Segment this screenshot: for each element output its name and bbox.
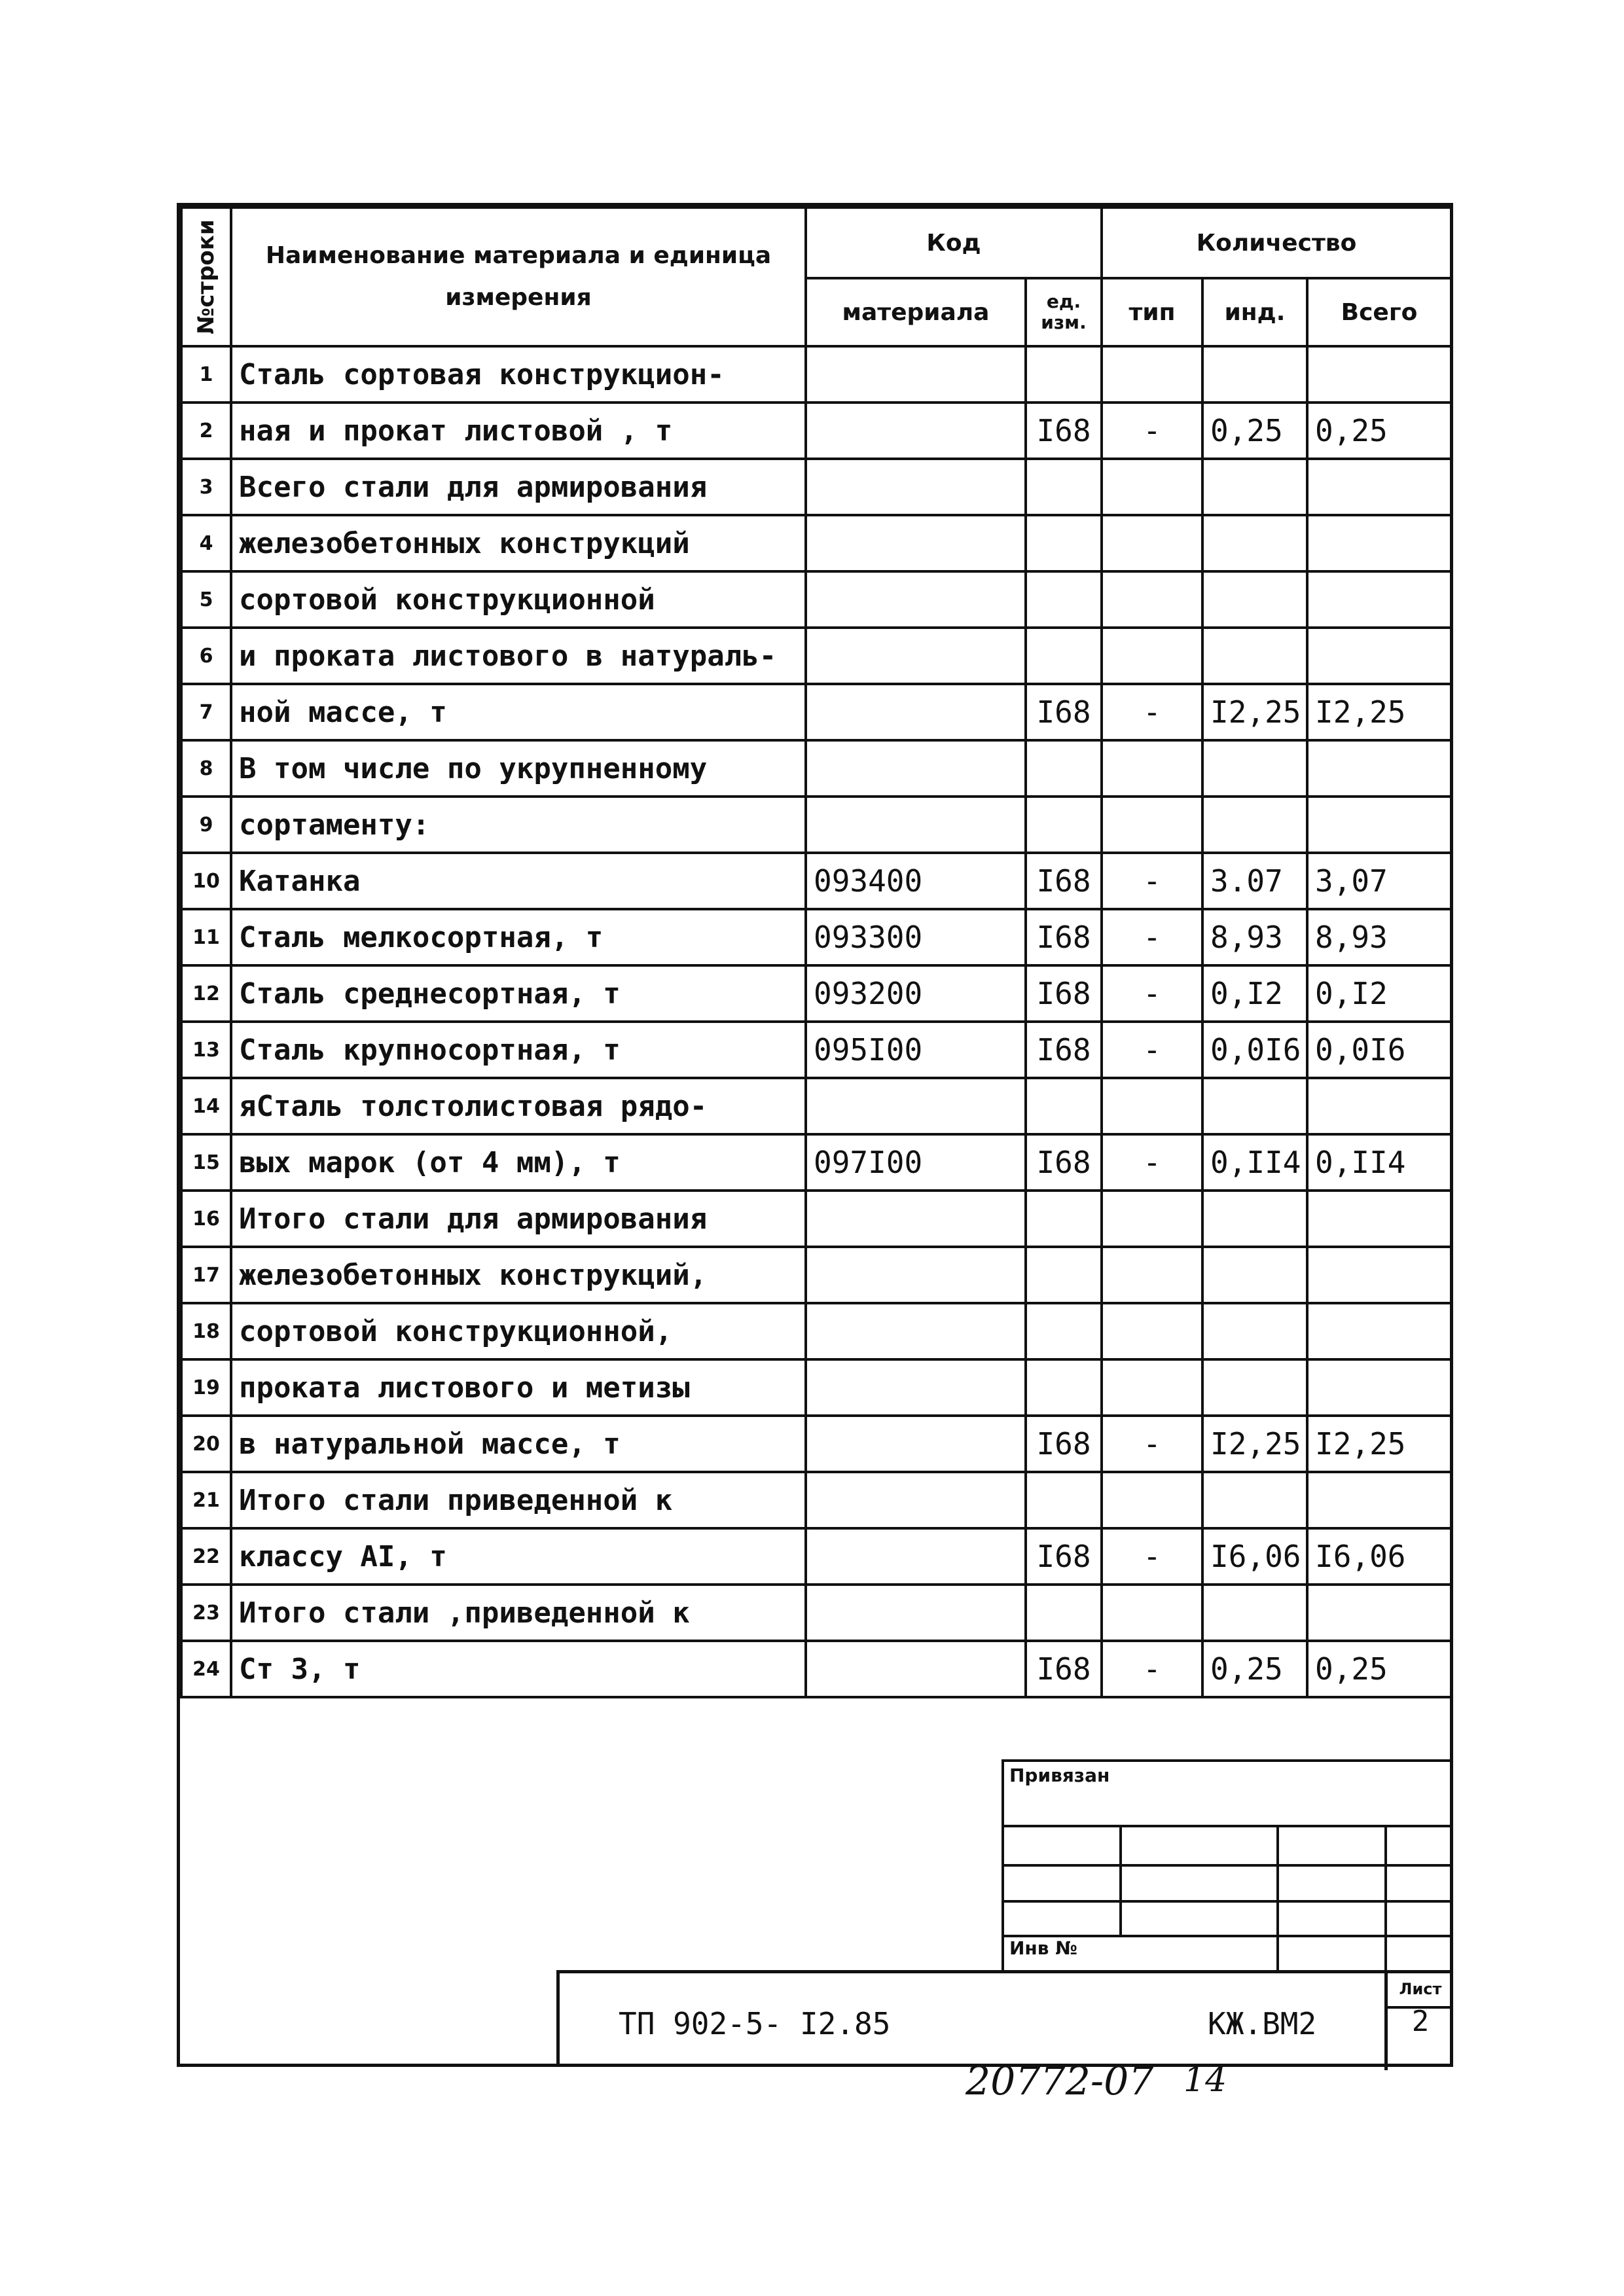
material-code-cell: 095I00 [806, 1022, 1026, 1078]
table-row [181, 459, 1451, 515]
qty-total-cell [1307, 740, 1451, 797]
document-mark: КЖ.ВМ2 [1208, 2006, 1317, 2041]
qty-ind-cell [1202, 515, 1307, 571]
material-code-cell: 093200 [806, 965, 1026, 1022]
qty-ind-cell [1202, 1191, 1307, 1247]
row-number-cell: 7 [181, 684, 231, 740]
table-row [181, 1528, 1451, 1585]
archive-number: 20772-07 [965, 2058, 1154, 2104]
qty-type-cell [1102, 1078, 1202, 1134]
qty-total-cell: 8,93 [1307, 909, 1451, 965]
material-name-cell: проката листового и метизы [231, 1359, 806, 1416]
table-row [181, 1585, 1451, 1641]
qty-type-cell [1102, 515, 1202, 571]
table-row [181, 853, 1451, 909]
row-number-cell: 18 [181, 1303, 231, 1359]
qty-total-cell [1307, 1585, 1451, 1641]
unit-code-cell [1026, 1585, 1102, 1641]
table-row [181, 1191, 1451, 1247]
qty-ind-cell: I6,06 [1202, 1528, 1307, 1585]
page-number: 14 [1183, 2060, 1227, 2100]
row-number-cell: 2 [181, 403, 231, 459]
row-number-cell: 23 [181, 1585, 231, 1641]
table-body [181, 346, 1451, 1697]
header-material-name: Наименование материала и единица измерения [231, 207, 806, 346]
material-code-cell [806, 1416, 1026, 1472]
qty-total-cell: 0,25 [1307, 1641, 1451, 1697]
unit-code-cell [1026, 797, 1102, 853]
qty-type-cell: - [1102, 853, 1202, 909]
qty-total-cell: 0,25 [1307, 403, 1451, 459]
qty-ind-cell: 0,0I6 [1202, 1022, 1307, 1078]
row-number-cell: 17 [181, 1247, 231, 1303]
qty-ind-cell [1202, 740, 1307, 797]
qty-total-cell: 0,II4 [1307, 1134, 1451, 1191]
qty-total-cell: I6,06 [1307, 1528, 1451, 1585]
qty-ind-cell: 8,93 [1202, 909, 1307, 965]
qty-ind-cell [1202, 1078, 1307, 1134]
qty-total-cell: I2,25 [1307, 1416, 1451, 1472]
qty-ind-cell [1202, 628, 1307, 684]
row-number-cell: 6 [181, 628, 231, 684]
inventory-number-label: Инв № [1009, 1937, 1077, 1959]
material-code-cell: 093300 [806, 909, 1026, 965]
qty-type-cell: - [1102, 965, 1202, 1022]
header-code-material: материала [806, 278, 1026, 346]
material-name-cell: в натуральной массе, т [231, 1416, 806, 1472]
unit-code-cell: I68 [1026, 1641, 1102, 1697]
row-number-cell: 3 [181, 459, 231, 515]
material-name-cell: и проката листового в натураль- [231, 628, 806, 684]
unit-code-cell [1026, 628, 1102, 684]
material-name-cell: Катанка [231, 853, 806, 909]
table-row [181, 515, 1451, 571]
qty-type-cell [1102, 1472, 1202, 1528]
material-name-cell: классу АI, т [231, 1528, 806, 1585]
material-name-cell: Сталь сортовая конструкцион- [231, 346, 806, 403]
qty-ind-cell [1202, 1303, 1307, 1359]
material-code-cell: 093400 [806, 853, 1026, 909]
material-code-cell [806, 684, 1026, 740]
material-name-cell: В том числе по укрупненному [231, 740, 806, 797]
qty-type-cell [1102, 571, 1202, 628]
material-code-cell [806, 1078, 1026, 1134]
qty-total-cell [1307, 1247, 1451, 1303]
material-name-cell: Итого стали приведенной к [231, 1472, 806, 1528]
qty-total-cell [1307, 1303, 1451, 1359]
table-row [181, 1303, 1451, 1359]
table-row [181, 403, 1451, 459]
qty-total-cell [1307, 1472, 1451, 1528]
unit-code-cell [1026, 459, 1102, 515]
material-name-cell: Ст 3, т [231, 1641, 806, 1697]
header-code: Код [806, 207, 1102, 278]
material-code-cell [806, 1585, 1026, 1641]
unit-code-cell [1026, 571, 1102, 628]
qty-ind-cell [1202, 346, 1307, 403]
material-name-cell: Сталь среднесортная, т [231, 965, 806, 1022]
unit-code-cell [1026, 515, 1102, 571]
qty-total-cell [1307, 515, 1451, 571]
qty-ind-cell: 3.07 [1202, 853, 1307, 909]
qty-total-cell [1307, 628, 1451, 684]
qty-total-cell [1307, 459, 1451, 515]
sheet-box [1384, 1973, 1453, 2070]
qty-type-cell: - [1102, 1641, 1202, 1697]
qty-ind-cell: I2,25 [1202, 1416, 1307, 1472]
row-number-cell: 14 [181, 1078, 231, 1134]
unit-code-cell: I68 [1026, 1134, 1102, 1191]
unit-code-cell: I68 [1026, 1416, 1102, 1472]
row-number-cell: 22 [181, 1528, 231, 1585]
table-row [181, 965, 1451, 1022]
row-number-cell: 21 [181, 1472, 231, 1528]
unit-code-cell [1026, 1472, 1102, 1528]
unit-code-cell: I68 [1026, 684, 1102, 740]
header-row-number: №строки [181, 207, 231, 346]
qty-ind-cell: I2,25 [1202, 684, 1307, 740]
qty-type-cell [1102, 459, 1202, 515]
row-number-cell: 24 [181, 1641, 231, 1697]
table-row [181, 346, 1451, 403]
material-name-cell: сортовой конструкционной, [231, 1303, 806, 1359]
material-name-cell: Всего стали для армирования [231, 459, 806, 515]
table-row [181, 797, 1451, 853]
table-row [181, 1641, 1451, 1697]
table-row [181, 1022, 1451, 1078]
material-name-cell: Итого стали ,приведенной к [231, 1585, 806, 1641]
qty-type-cell [1102, 1359, 1202, 1416]
qty-total-cell [1307, 1078, 1451, 1134]
row-number-cell: 13 [181, 1022, 231, 1078]
material-spec-table [180, 206, 1453, 1698]
material-code-cell [806, 403, 1026, 459]
header-qty-total: Всего [1307, 278, 1451, 346]
material-name-cell: Сталь мелкосортная, т [231, 909, 806, 965]
qty-type-cell: - [1102, 1416, 1202, 1472]
table-row [181, 909, 1451, 965]
qty-type-cell [1102, 1303, 1202, 1359]
qty-ind-cell [1202, 459, 1307, 515]
qty-type-cell: - [1102, 684, 1202, 740]
unit-code-cell: I68 [1026, 1022, 1102, 1078]
header-qty-type: тип [1102, 278, 1202, 346]
header-code-unit: ед. изм. [1026, 278, 1102, 346]
qty-type-cell [1102, 1191, 1202, 1247]
material-code-cell [806, 740, 1026, 797]
material-code-cell [806, 1641, 1026, 1697]
row-number-cell: 19 [181, 1359, 231, 1416]
unit-code-cell [1026, 1078, 1102, 1134]
unit-code-cell [1026, 740, 1102, 797]
row-number-cell: 12 [181, 965, 231, 1022]
unit-code-cell: I68 [1026, 909, 1102, 965]
qty-total-cell [1307, 1359, 1451, 1416]
qty-total-cell [1307, 346, 1451, 403]
table-row [181, 740, 1451, 797]
qty-total-cell [1307, 797, 1451, 853]
qty-total-cell: 0,I2 [1307, 965, 1451, 1022]
material-code-cell [806, 628, 1026, 684]
material-name-cell: железобетонных конструкций [231, 515, 806, 571]
material-code-cell [806, 1191, 1026, 1247]
qty-total-cell [1307, 571, 1451, 628]
row-number-cell: 1 [181, 346, 231, 403]
unit-code-cell [1026, 1359, 1102, 1416]
table-row [181, 684, 1451, 740]
material-code-cell [806, 1472, 1026, 1528]
qty-total-cell [1307, 1191, 1451, 1247]
table-row [181, 1472, 1451, 1528]
table-row [181, 1359, 1451, 1416]
title-block [556, 1970, 1453, 2067]
table-row [181, 628, 1451, 684]
material-name-cell: железобетонных конструкций, [231, 1247, 806, 1303]
qty-type-cell: - [1102, 909, 1202, 965]
qty-ind-cell: 0,II4 [1202, 1134, 1307, 1191]
table-row [181, 1416, 1451, 1472]
table-row [181, 1247, 1451, 1303]
qty-ind-cell: 0,25 [1202, 403, 1307, 459]
material-code-cell [806, 1359, 1026, 1416]
header-quantity: Количество [1102, 207, 1451, 278]
qty-ind-cell: 0,25 [1202, 1641, 1307, 1697]
row-number-cell: 11 [181, 909, 231, 965]
table-row [181, 1134, 1451, 1191]
qty-type-cell: - [1102, 1022, 1202, 1078]
sheet-number: 2 [1411, 2005, 1430, 2038]
qty-ind-cell [1202, 1247, 1307, 1303]
material-code-cell [806, 1303, 1026, 1359]
bound-label: Привязан [1009, 1765, 1110, 1786]
table-row [181, 1078, 1451, 1134]
material-name-cell: яСталь толстолистовая рядо- [231, 1078, 806, 1134]
material-code-cell [806, 1247, 1026, 1303]
qty-type-cell: - [1102, 403, 1202, 459]
material-code-cell [806, 346, 1026, 403]
row-number-cell: 9 [181, 797, 231, 853]
qty-ind-cell [1202, 797, 1307, 853]
qty-ind-cell [1202, 1585, 1307, 1641]
unit-code-cell [1026, 1247, 1102, 1303]
material-name-cell: ная и прокат листовой , т [231, 403, 806, 459]
material-code-cell [806, 571, 1026, 628]
row-number-cell: 8 [181, 740, 231, 797]
material-name-cell: Итого стали для армирования [231, 1191, 806, 1247]
qty-ind-cell [1202, 1359, 1307, 1416]
unit-code-cell [1026, 1191, 1102, 1247]
row-number-cell: 20 [181, 1416, 231, 1472]
qty-ind-cell [1202, 1472, 1307, 1528]
material-name-cell: Сталь крупносортная, т [231, 1022, 806, 1078]
material-name-cell: сортаменту: [231, 797, 806, 853]
qty-type-cell [1102, 628, 1202, 684]
material-code-cell [806, 459, 1026, 515]
qty-total-cell: 3,07 [1307, 853, 1451, 909]
material-code-cell [806, 1528, 1026, 1585]
material-code-cell [806, 797, 1026, 853]
qty-type-cell [1102, 1585, 1202, 1641]
row-number-cell: 15 [181, 1134, 231, 1191]
binding-block [1001, 1759, 1453, 1970]
qty-total-cell: I2,25 [1307, 684, 1451, 740]
qty-ind-cell: 0,I2 [1202, 965, 1307, 1022]
unit-code-cell [1026, 346, 1102, 403]
row-number-cell: 16 [181, 1191, 231, 1247]
row-number-cell: 10 [181, 853, 231, 909]
material-code-cell: 097I00 [806, 1134, 1026, 1191]
qty-type-cell [1102, 346, 1202, 403]
unit-code-cell: I68 [1026, 1528, 1102, 1585]
unit-code-cell [1026, 1303, 1102, 1359]
unit-code-cell: I68 [1026, 965, 1102, 1022]
qty-total-cell: 0,0I6 [1307, 1022, 1451, 1078]
row-number-cell: 4 [181, 515, 231, 571]
material-name-cell: сортовой конструкционной [231, 571, 806, 628]
qty-type-cell: - [1102, 1528, 1202, 1585]
qty-type-cell: - [1102, 1134, 1202, 1191]
header-row-1 [181, 207, 1451, 278]
qty-type-cell [1102, 740, 1202, 797]
qty-type-cell [1102, 1247, 1202, 1303]
qty-ind-cell [1202, 571, 1307, 628]
document-code: ТП 902-5- I2.85 [619, 2006, 891, 2041]
material-name-cell: ной массе, т [231, 684, 806, 740]
material-name-cell: вых марок (от 4 мм), т [231, 1134, 806, 1191]
row-number-cell: 5 [181, 571, 231, 628]
sheet-label: Лист [1388, 1980, 1453, 2009]
unit-code-cell: I68 [1026, 403, 1102, 459]
header-qty-ind: инд. [1202, 278, 1307, 346]
table-row [181, 571, 1451, 628]
qty-type-cell [1102, 797, 1202, 853]
unit-code-cell: I68 [1026, 853, 1102, 909]
material-code-cell [806, 515, 1026, 571]
